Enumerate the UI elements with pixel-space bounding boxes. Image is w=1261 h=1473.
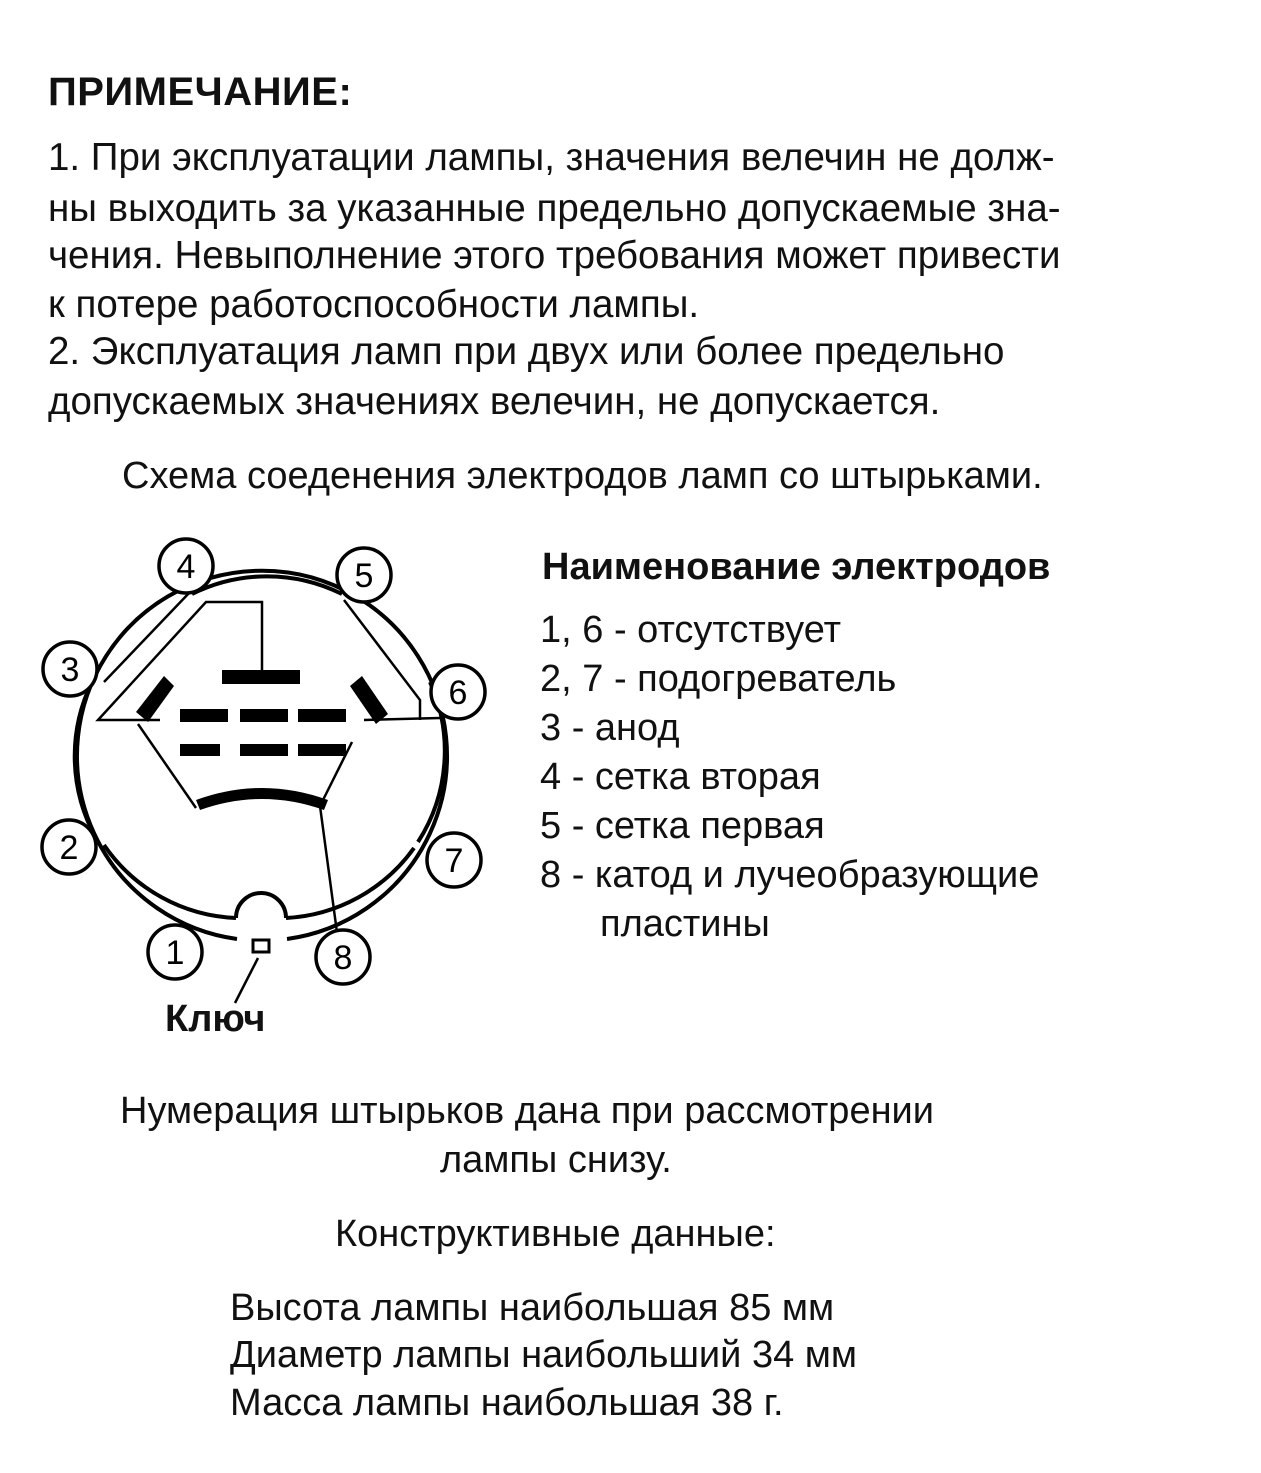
pin-label-2: 2 xyxy=(59,829,79,867)
pin-label-6: 6 xyxy=(448,674,468,712)
electrodes-title: Наименование электродов xyxy=(542,546,1051,588)
construct-item-height: Высота лампы наибольшая 85 мм xyxy=(230,1287,835,1329)
key-label: Ключ xyxy=(165,998,266,1040)
pin-label-1: 1 xyxy=(165,934,185,972)
note-line-1: 1. При эксплуатации лампы, значения велечин не долж- xyxy=(48,136,1055,179)
grid2-bar-2 xyxy=(240,709,288,722)
cathode-lead xyxy=(320,806,338,940)
grid1-bar-2 xyxy=(240,744,288,756)
note-line-5: 2. Эксплуатация ламп при двух или более предельно xyxy=(48,330,1005,373)
construct-item-diameter: Диаметр лампы наибольший 34 мм xyxy=(230,1334,858,1376)
note-line-6: допускаемых значениях велечин, не допускается. xyxy=(48,380,941,423)
grid2-bar-1 xyxy=(180,709,228,722)
electrode-item-6-continuation: пластины xyxy=(600,903,770,945)
numbering-line-1: Нумерация штырьков дана при рассмотрении xyxy=(120,1090,935,1132)
key-pointer xyxy=(235,958,258,1003)
scheme-title: Схема соеденения электродов ламп со штырьками. xyxy=(122,455,1043,497)
pin-label-8: 8 xyxy=(333,939,353,977)
grid-beam-lead xyxy=(138,724,196,808)
pin-label-4: 4 xyxy=(176,548,196,586)
electrode-item-6: 8 - катод и лучеобразующие xyxy=(540,854,1040,896)
note-line-4: к потере работоспособности лампы. xyxy=(48,283,700,326)
pin-label-7: 7 xyxy=(444,842,464,880)
key-marker xyxy=(253,940,269,952)
beam-plate-left xyxy=(136,676,174,722)
anode-bar xyxy=(222,670,300,684)
electrode-item-3: 3 - анод xyxy=(540,707,680,749)
electrode-item-2: 2, 7 - подогреватель xyxy=(540,658,897,700)
grid2-bar-3 xyxy=(298,709,346,722)
beam-plate-right xyxy=(350,676,388,724)
grid1-bar-1 xyxy=(180,744,220,756)
constructive-title: Конструктивные данные: xyxy=(335,1213,776,1255)
numbering-line-2: лампы снизу. xyxy=(440,1139,672,1181)
pin-label-5: 5 xyxy=(354,557,374,595)
grid1-bar-3 xyxy=(298,744,346,756)
cathode-arc xyxy=(196,788,328,810)
grid2-lead xyxy=(104,592,190,682)
note-line-2: ны выходить за указанные предельно допускаемые зна- xyxy=(48,187,1061,230)
construct-item-mass: Масса лампы наибольшая 38 г. xyxy=(230,1382,784,1424)
note-title: ПРИМЕЧАНИЕ: xyxy=(48,70,353,114)
electrode-item-5: 5 - сетка первая xyxy=(540,805,825,847)
pin-label-3: 3 xyxy=(60,651,80,689)
key-bump xyxy=(236,893,286,918)
electrode-item-4: 4 - сетка вторая xyxy=(540,756,821,798)
note-line-3: чения. Невыполнение этого требования может привести xyxy=(48,234,1061,277)
grid1-lead xyxy=(344,600,420,720)
electrode-item-1: 1, 6 - отсутствует xyxy=(540,609,842,651)
